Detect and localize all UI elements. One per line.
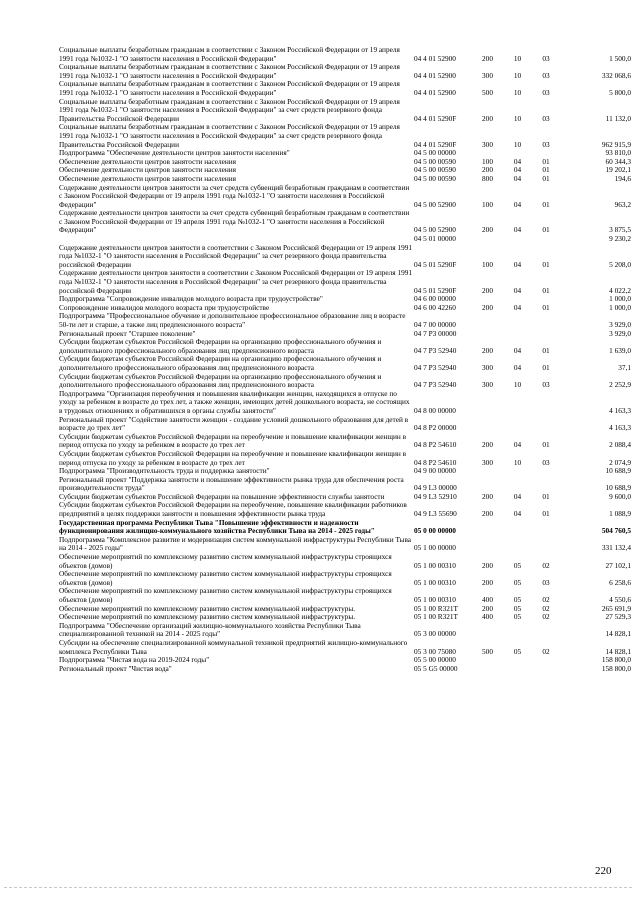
row-section: [503, 656, 532, 665]
row-expense-type: 300: [482, 380, 493, 390]
row-name: [59, 235, 414, 244]
budget-table-body: [59, 46, 631, 673]
table-row: [59, 80, 631, 97]
row-subsection: [532, 519, 560, 536]
row-subsection: [532, 467, 560, 476]
table-row: [59, 570, 631, 587]
row-code: 04 5 00 00590: [414, 157, 456, 166]
row-amount: 60 344,3: [605, 157, 631, 166]
row-section: [503, 519, 532, 536]
row-section: 04: [513, 509, 522, 519]
row-expense-type: [472, 235, 503, 244]
footer-divider: [4, 887, 632, 888]
row-section: [503, 235, 532, 244]
table-row: [59, 338, 631, 355]
table-row: [59, 209, 631, 235]
page-number: 220: [595, 865, 612, 877]
row-name: Обеспечение мероприятий по комплексному развитию систем коммунальной инфраструктуры.: [59, 604, 356, 613]
row-expense-type: 200: [482, 225, 493, 235]
table-row: [59, 433, 631, 450]
row-amount: 3 929,0: [609, 329, 631, 338]
row-code: 05 3 00 75080: [414, 646, 456, 656]
row-code: 04 4 01 52900: [414, 87, 456, 97]
row-section: [503, 312, 532, 329]
row-name: Субсидии бюджетам субъектов Российской Федерации на переобучение, повышение квалификации работников предприятий в целях поддержки занятости и повышения эффективности рынка труда: [59, 501, 407, 519]
row-subsection: 01: [542, 492, 550, 501]
row-code: 04 9 00 00000: [414, 467, 456, 476]
table-row: [59, 536, 631, 553]
row-expense-type: 400: [482, 595, 493, 604]
row-expense-type: 200: [482, 560, 493, 570]
table-row: [59, 149, 631, 158]
row-section: 05: [513, 604, 522, 613]
row-amount: 6 258,6: [609, 577, 631, 587]
row-name: Социальные выплаты безработным гражданам в соответствии с Законом Российской Федерации от 19 апреля 1991 года №1032-1 "О занятости населения в Российской Федерации" за счет средств резервного фонда Правительства Российской Федерации: [59, 123, 400, 149]
row-name: Содержание деятельности центров занятости в соответствии с Законом Российской Федерации от 19 апреля 1991 года №1032-1 "О занятости населения в Российской Федерации" за счет резервного фонда правительства российской Федерации: [59, 243, 413, 269]
table-row: [59, 123, 631, 149]
row-code: 04 5 01 5290F: [414, 285, 457, 295]
row-subsection: 01: [542, 259, 550, 269]
table-row: [59, 355, 631, 372]
table-row: [59, 553, 631, 570]
row-expense-type: [472, 476, 503, 493]
row-expense-type: 200: [482, 440, 493, 450]
row-amount: 2 252,9: [609, 380, 631, 390]
row-section: [503, 390, 532, 416]
row-expense-type: 200: [482, 509, 493, 519]
row-code: 04 5 00 00590: [414, 166, 456, 175]
row-expense-type: [472, 656, 503, 665]
row-name: Социальные выплаты безработным гражданам в соответствии с Законом Российской Федерации от 19 апреля 1991 года №1032-1 "О занятости населения в Российской Федерации": [59, 63, 400, 80]
row-name: Социальные выплаты безработным гражданам в соответствии с Законом Российской Федерации от 19 апреля 1991 года №1032-1 "О занятости населения в Российской Федерации": [59, 46, 400, 63]
row-amount: 4 163,3: [609, 423, 631, 433]
row-amount: 1 000,0: [609, 295, 631, 304]
row-code: 04 5 01 5290F: [414, 259, 457, 269]
row-code: 04 4 01 52900: [414, 53, 456, 63]
row-expense-type: 100: [482, 259, 493, 269]
row-section: 04: [513, 345, 522, 355]
table-row: [59, 235, 631, 244]
row-code: 05 5 00 00000: [414, 656, 456, 665]
row-section: 10: [513, 457, 522, 467]
row-code: 04 8 P2 54610: [414, 440, 457, 450]
row-section: 05: [513, 560, 522, 570]
table-row: [59, 98, 631, 124]
row-code: 04 8 P2 00000: [414, 423, 457, 433]
row-name: Региональный проект "Содействие занятости женщин - создание условий дошкольного образования для детей в возрасте до трех лет": [59, 415, 409, 433]
table-row: [59, 330, 631, 339]
row-amount: 504 760,5: [601, 526, 631, 536]
row-expense-type: 400: [482, 613, 493, 622]
row-amount: 332 068,6: [601, 70, 631, 80]
row-subsection: [532, 312, 560, 329]
row-name: Субсидии бюджетам субъектов Российской Федерации на организацию профессионального обучения и дополнительного профессионального образования лиц предпенсионного возраста: [59, 372, 382, 390]
table-row: [59, 304, 631, 313]
row-section: 04: [513, 166, 522, 175]
row-subsection: [532, 656, 560, 665]
row-name: Подпрограмма "Чистая вода на 2019-2024 годы": [59, 656, 210, 665]
row-expense-type: 100: [482, 199, 493, 209]
row-amount: 9 230,2: [609, 235, 631, 244]
row-section: [503, 295, 532, 304]
row-name: Субсидии бюджетам субъектов Российской Федерации на переобучение и повышение квалификации женщин в период отпуска по уходу за ребенком в возрасте до трех лет: [59, 432, 407, 450]
row-amount: 11 132,0: [605, 113, 631, 123]
row-subsection: 01: [542, 362, 550, 372]
row-name: Обеспечение мероприятий по комплексному развитию систем коммунальной инфраструктуры строящихся объектов (домов): [59, 553, 392, 570]
row-code: 04 5 00 52900: [414, 225, 456, 235]
row-name: Обеспечение мероприятий по комплексному развитию систем коммунальной инфраструктуры строящихся объектов (домов): [59, 570, 392, 587]
row-name: Содержание деятельности центров занятости в соответствии с Законом Российской Федерации от 19 апреля 1991 года №1032-1 "О занятости населения в Российской Федерации" за счет резервного фонда правительства российской Федерации: [59, 269, 413, 295]
row-section: 04: [513, 362, 522, 372]
table-row: [59, 269, 631, 295]
row-code: 05 1 00 00000: [414, 543, 456, 553]
table-row: [59, 295, 631, 304]
row-code: 04 4 01 5290F: [414, 113, 457, 123]
row-section: 10: [513, 70, 522, 80]
row-amount: 158 800,0: [601, 664, 631, 673]
row-expense-type: 200: [482, 604, 493, 613]
row-amount: 2 088,4: [609, 440, 631, 450]
row-amount: 27 102,1: [605, 560, 631, 570]
row-expense-type: 300: [482, 139, 493, 149]
row-subsection: [532, 665, 560, 674]
table-row: [59, 622, 631, 639]
row-subsection: 02: [542, 613, 550, 622]
row-amount: 265 691,9: [601, 604, 631, 613]
row-section: 04: [513, 225, 522, 235]
row-name: Обеспечение деятельности центров занятости населения: [59, 166, 236, 175]
row-name: Сопровождение инвалидов молодого возраста при трудоустройстве: [59, 303, 270, 312]
row-subsection: 03: [542, 577, 550, 587]
row-section: 05: [513, 577, 522, 587]
row-subsection: [532, 390, 560, 416]
table-row: [59, 605, 631, 614]
row-name: Подпрограмма "Сопровождение инвалидов молодого возраста при трудоустройстве": [59, 295, 323, 304]
row-expense-type: 200: [482, 345, 493, 355]
row-expense-type: 300: [482, 457, 493, 467]
row-amount: 27 529,3: [605, 613, 631, 622]
budget-table: [59, 46, 631, 673]
row-subsection: [532, 295, 560, 304]
table-row: [59, 467, 631, 476]
row-name: Субсидии на обеспечение специализированной коммунальной техникой предприятий жилищно-коммунального комплекса Республики Тыва: [59, 638, 408, 656]
row-section: 05: [513, 646, 522, 656]
row-section: 04: [513, 303, 522, 312]
row-expense-type: [472, 312, 503, 329]
row-subsection: [532, 149, 560, 158]
row-code: 04 7 P3 52940: [414, 362, 457, 372]
row-subsection: 03: [542, 87, 550, 97]
row-name: Государственная программа Республики Тыва "Повышение эффективности и надежности функционирования жилищно-коммунального хозяйства Республики Тыва на 2014 - 2025 годы": [59, 518, 375, 536]
row-expense-type: [472, 467, 503, 476]
row-expense-type: [472, 622, 503, 639]
row-code: 04 7 P3 52940: [414, 380, 457, 390]
row-code: 05 0 00 00000: [414, 526, 456, 536]
row-subsection: 01: [542, 345, 550, 355]
row-code: 04 7 00 00000: [414, 320, 456, 329]
row-section: 10: [513, 87, 522, 97]
row-section: 04: [513, 259, 522, 269]
row-name: Подпрограмма "Организация переобучения и повышения квалификации женщин, находящихся в отпуске по уходу за ребенком в возрасте до трех лет, а также женщин, имеющих детей дошкольного возраста, не состоящих в трудовых отношениях и обратившихся в органы службы занятости": [59, 389, 410, 415]
row-amount: 1 000,0: [609, 303, 631, 312]
row-subsection: [532, 536, 560, 553]
row-section: [503, 622, 532, 639]
row-code: 04 9 L3 00000: [414, 483, 457, 493]
table-row: [59, 519, 631, 536]
table-row: [59, 175, 631, 184]
row-expense-type: 100: [482, 157, 493, 166]
row-expense-type: 200: [482, 577, 493, 587]
table-row: [59, 63, 631, 80]
row-name: Субсидии бюджетам субъектов Российской Федерации на переобучение и повышение квалификации женщин в период отпуска по уходу за ребенком в возрасте до трех лет: [59, 449, 407, 467]
table-row: [59, 493, 631, 502]
row-expense-type: 500: [482, 87, 493, 97]
row-expense-type: [472, 295, 503, 304]
row-section: [503, 467, 532, 476]
row-subsection: 01: [542, 166, 550, 175]
row-code: 05 5 G5 00000: [414, 664, 458, 673]
row-name: Обеспечение деятельности центров занятости населения: [59, 174, 236, 183]
row-code: 04 6 00 42260: [414, 303, 456, 312]
table-row: [59, 184, 631, 210]
row-amount: 37,1: [618, 362, 631, 372]
row-name: Обеспечение мероприятий по комплексному развитию систем коммунальной инфраструктуры.: [59, 613, 356, 622]
row-name: Подпрограмма "Профессиональное обучение и дополнительное профессиональное образование лиц в возрасте 50-ти лет и старше, а также лиц предпенсионного возраста": [59, 312, 406, 329]
row-code: 04 7 P3 00000: [414, 329, 457, 338]
row-name: Региональный проект "Поддержка занятости и повышение эффективности рынка труда для обеспечения роста производительности труда": [59, 475, 404, 493]
row-code: 04 5 01 00000: [414, 235, 456, 244]
row-name: Социальные выплаты безработным гражданам в соответствии с Законом Российской Федерации от 19 апреля 1991 года №1032-1 "О занятости населения в Российской Федерации": [59, 80, 400, 97]
row-code: 04 9 L3 52910: [414, 492, 457, 501]
row-code: 04 5 00 52900: [414, 199, 456, 209]
row-amount: 4 163,3: [609, 405, 631, 415]
row-name: Обеспечение мероприятий по комплексному развитию систем коммунальной инфраструктуры строящихся объектов (домов): [59, 587, 392, 604]
row-expense-type: [472, 149, 503, 158]
row-amount: 10 688,9: [605, 483, 631, 493]
row-name: Подпрограмма "Обеспечение деятельности центров занятости населения": [59, 149, 290, 158]
row-subsection: 01: [542, 440, 550, 450]
row-subsection: 03: [542, 457, 550, 467]
row-section: 10: [513, 139, 522, 149]
row-amount: 10 688,9: [605, 467, 631, 476]
row-code: 05 1 00 R321T: [414, 613, 458, 622]
row-section: 10: [513, 113, 522, 123]
row-expense-type: 200: [482, 166, 493, 175]
row-amount: 963,2: [614, 199, 631, 209]
row-section: 10: [513, 380, 522, 390]
row-expense-type: 300: [482, 362, 493, 372]
table-row: [59, 656, 631, 665]
row-code: 04 5 00 00000: [414, 149, 456, 158]
row-expense-type: 200: [482, 285, 493, 295]
table-row: [59, 587, 631, 604]
row-amount: 14 828,1: [605, 629, 631, 639]
row-name: Подпрограмма "Комплексное развитие и модернизация систем коммунальной инфраструктуры Республики Тыва на 2014 - 2025 годы": [59, 535, 412, 553]
row-expense-type: 200: [482, 492, 493, 501]
row-section: 04: [513, 174, 522, 183]
row-expense-type: [472, 665, 503, 674]
row-code: 04 4 01 5290F: [414, 139, 457, 149]
row-expense-type: 500: [482, 646, 493, 656]
row-subsection: 01: [542, 157, 550, 166]
row-section: [503, 665, 532, 674]
row-amount: 1 088,9: [609, 509, 631, 519]
table-row: [59, 416, 631, 433]
row-subsection: 01: [542, 509, 550, 519]
row-expense-type: 300: [482, 70, 493, 80]
row-code: 04 7 P3 52940: [414, 345, 457, 355]
row-name: Субсидии бюджетам субъектов Российской Федерации на повышение эффективности службы занятости: [59, 492, 385, 501]
row-code: 04 6 00 00000: [414, 295, 456, 304]
row-subsection: 02: [542, 646, 550, 656]
row-amount: 962 915,9: [601, 139, 631, 149]
row-subsection: 03: [542, 113, 550, 123]
row-expense-type: [472, 390, 503, 416]
row-subsection: 01: [542, 225, 550, 235]
table-row: [59, 390, 631, 416]
row-subsection: [532, 622, 560, 639]
row-name: Субсидии бюджетам субъектов Российской Федерации на организацию профессионального обучения и дополнительного профессионального образования лиц предпенсионного возраста: [59, 355, 382, 372]
row-amount: 93 810,0: [605, 149, 631, 158]
row-expense-type: [472, 416, 503, 433]
row-code: 04 8 00 00000: [414, 405, 456, 415]
row-subsection: [532, 235, 560, 244]
row-section: 04: [513, 199, 522, 209]
row-section: [503, 149, 532, 158]
table-row: [59, 244, 631, 270]
table-row: [59, 46, 631, 63]
row-expense-type: 200: [482, 303, 493, 312]
row-code: 04 8 P2 54610: [414, 457, 457, 467]
row-section: 04: [513, 440, 522, 450]
row-amount: 3 929,0: [609, 320, 631, 329]
row-expense-type: [472, 536, 503, 553]
table-row: [59, 476, 631, 493]
row-name: Субсидии бюджетам субъектов Российской Федерации на организацию профессионального обучения и дополнительного профессионального образования лиц предпенсионного возраста: [59, 338, 382, 355]
row-section: 10: [513, 53, 522, 63]
row-subsection: 01: [542, 285, 550, 295]
row-name: Социальные выплаты безработным гражданам в соответствии с Законом Российской Федерации от 19 апреля 1991 года №1032-1 "О занятости населения в Российской Федерации" за счет средств резервного фонда Правительства Российской Федерации: [59, 97, 400, 123]
row-expense-type: 200: [482, 53, 493, 63]
row-subsection: 03: [542, 380, 550, 390]
row-name: Региональный проект "Старшее поколение": [59, 329, 196, 338]
row-expense-type: 200: [482, 113, 493, 123]
row-section: [503, 330, 532, 339]
row-section: [503, 416, 532, 433]
row-code: 04 4 01 52900: [414, 70, 456, 80]
row-subsection: [532, 416, 560, 433]
row-section: [503, 476, 532, 493]
row-subsection: 02: [542, 595, 550, 604]
row-amount: 19 202,1: [605, 166, 631, 175]
row-subsection: 02: [542, 560, 550, 570]
row-name: Обеспечение деятельности центров занятости населения: [59, 157, 236, 166]
row-name: Подпрограмма "Обеспечение организаций жилищно-коммунального хозяйства Республики Тыва специализированной техникой на 2014 - 2025 годы": [59, 621, 361, 639]
row-amount: 9 600,0: [609, 492, 631, 501]
row-section: [503, 536, 532, 553]
row-code: 04 9 L3 55690: [414, 509, 457, 519]
row-code: 04 5 00 00590: [414, 174, 456, 183]
row-subsection: 03: [542, 70, 550, 80]
row-expense-type: [472, 519, 503, 536]
row-section: 04: [513, 285, 522, 295]
row-code: 05 3 00 00000: [414, 629, 456, 639]
row-subsection: 01: [542, 303, 550, 312]
row-code: 05 1 00 R321T: [414, 604, 458, 613]
row-subsection: [532, 476, 560, 493]
row-amount: 4 022,2: [609, 285, 631, 295]
row-code: 05 1 00 00310: [414, 577, 456, 587]
row-expense-type: [472, 330, 503, 339]
row-subsection: 01: [542, 174, 550, 183]
row-section: 05: [513, 613, 522, 622]
row-amount: 14 828,1: [605, 646, 631, 656]
row-amount: 4 550,6: [609, 595, 631, 604]
row-amount: 1 639,0: [609, 345, 631, 355]
row-code: 05 1 00 00310: [414, 595, 456, 604]
row-subsection: 01: [542, 199, 550, 209]
row-name: Содержание деятельности центров занятости за счет средств субвенций безработным гражданам в соответствии с Законом Российской Федерации от 19 апреля 1991 года №1032-1 "О занятости населения в Российской Федерации": [59, 183, 410, 209]
table-row: [59, 450, 631, 467]
row-section: 04: [513, 492, 522, 501]
row-section: 05: [513, 595, 522, 604]
row-name: Подпрограмма "Производительность труда и поддержка занятости": [59, 467, 270, 476]
row-subsection: 02: [542, 604, 550, 613]
table-row: [59, 613, 631, 622]
table-row: [59, 665, 631, 674]
table-row: [59, 639, 631, 656]
table-row: [59, 373, 631, 390]
row-amount: 1 500,0: [609, 53, 631, 63]
row-name: Содержание деятельности центров занятости за счет средств субвенций безработным гражданам в соответствии с Законом Российской Федерации от 19 апреля 1991 года №1032-1 "О занятости населения в Российской Федерации": [59, 209, 410, 235]
row-amount: 5 800,0: [609, 87, 631, 97]
table-row: [59, 166, 631, 175]
table-row: [59, 501, 631, 518]
row-section: 04: [513, 157, 522, 166]
row-amount: 2 074,9: [609, 457, 631, 467]
row-code: 05 1 00 00310: [414, 560, 456, 570]
row-amount: 158 800,0: [601, 656, 631, 665]
row-amount: 3 875,5: [609, 225, 631, 235]
row-amount: 194,6: [614, 174, 631, 183]
row-subsection: 03: [542, 139, 550, 149]
table-row: [59, 158, 631, 167]
row-subsection: 03: [542, 53, 550, 63]
row-name: Региональный проект "Чистая вода": [59, 664, 172, 673]
row-subsection: [532, 330, 560, 339]
row-amount: 331 132,4: [601, 543, 631, 553]
row-amount: 5 208,0: [609, 259, 631, 269]
row-expense-type: 800: [482, 174, 493, 183]
table-row: [59, 312, 631, 329]
